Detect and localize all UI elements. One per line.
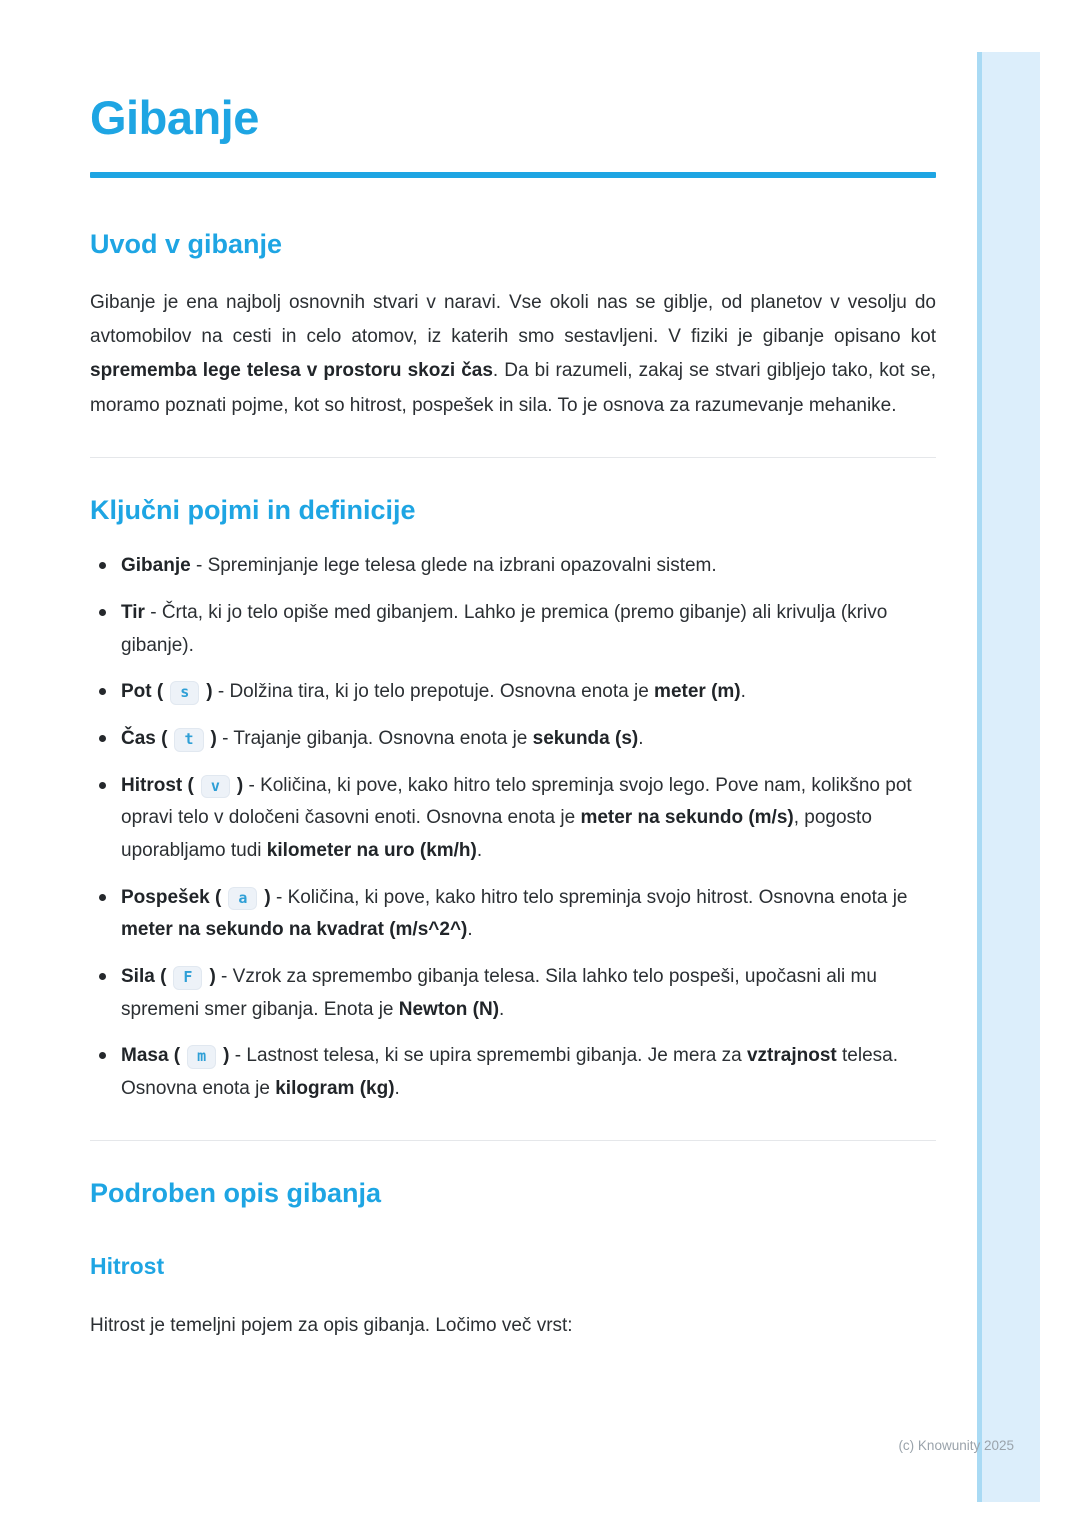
list-item-text — [121, 555, 717, 576]
list-item-hitrost — [90, 770, 936, 868]
list-item-text — [121, 887, 908, 941]
bold-text: Pospešek ( — [121, 886, 222, 908]
list-item-gibanje — [90, 550, 936, 583]
page-edge-line — [977, 52, 982, 1502]
symbol-chip: m — [187, 1045, 216, 1069]
bold-text: meter (m) — [654, 681, 741, 703]
bold-text: Gibanje — [121, 555, 191, 577]
key-concepts-list — [90, 550, 936, 1105]
bold-text: meter na sekundo (m/s) — [580, 807, 794, 829]
text-run: - Količina, ki pove, kako hitro telo spreminja svojo hitrost. Osnovna enota je — [270, 886, 908, 908]
text-run: - Trajanje gibanja. Osnovna enota je — [216, 727, 533, 749]
section-divider — [90, 1140, 936, 1141]
heading-uvod-v-gibanje: Uvod v gibanje — [90, 228, 283, 259]
bold-text: sekunda (s) — [532, 727, 639, 749]
intro-paragraph — [90, 286, 936, 423]
text-run: . Da bi razumeli, zakaj se stvari gibljejo tako, kot se, moramo poznati pojme, kot so hitrost, pospešek in sila. To je osnova za razumevanje mehanike. — [90, 360, 936, 416]
text-run: . — [740, 681, 746, 703]
bold-text: vztrajnost — [746, 1045, 837, 1067]
symbol-chip: s — [170, 681, 199, 705]
bold-text: Tir — [121, 601, 145, 623]
symbol-chip: t — [174, 728, 203, 752]
text-run: . — [476, 839, 483, 861]
heading-kljucni-pojmi: Ključni pojmi in definicije — [90, 494, 416, 525]
bold-text: Newton (N) — [398, 998, 500, 1020]
text-run: . — [467, 919, 473, 941]
list-item-text — [121, 1045, 898, 1099]
list-item-text — [121, 775, 912, 861]
text-run: . — [638, 727, 644, 749]
bold-text: ) — [264, 886, 271, 908]
list-item-text — [121, 602, 887, 656]
list-item-text — [121, 966, 877, 1020]
bold-text: Hitrost ( — [121, 774, 194, 796]
text-run: . — [394, 1077, 400, 1099]
document-content — [90, 0, 936, 1343]
text-run: telesa. Osnovna enota je — [121, 1045, 898, 1099]
bold-text: Sila ( — [121, 965, 167, 987]
text-run: - Količina, ki pove, kako hitro telo spreminja svojo lego. Pove nam, kolikšno pot opravi telo v določeni časovni enoti. Osnovna enota je — [121, 774, 912, 829]
detail-paragraph: Hitrost je temeljni pojem za opis gibanja. Ločimo več vrst: — [90, 1314, 573, 1336]
bold-text: kilogram (kg) — [275, 1077, 395, 1099]
bold-text: kilometer na uro (km/h) — [266, 839, 477, 861]
bold-text: ) — [206, 681, 213, 703]
bold-text: ) — [209, 965, 216, 987]
bold-text: meter na sekundo na kvadrat (m/s^2^) — [121, 919, 468, 941]
text-run: - Vzrok za spremembo gibanja telesa. Sila lahko telo pospeši, upočasni ali mu spremeni smer gibanja. Enota je — [121, 965, 877, 1020]
text-run: - Spreminjanje lege telesa glede na izbrani opazovalni sistem. — [190, 555, 717, 577]
symbol-chip: F — [173, 966, 202, 990]
list-item-pot — [90, 676, 936, 709]
title-underline — [90, 172, 936, 178]
text-run: - Lastnost telesa, ki se upira spremembi gibanja. Je mera za — [229, 1045, 747, 1067]
document-title: Gibanje — [90, 91, 259, 144]
subheading-hitrost: Hitrost — [90, 1253, 165, 1280]
bold-text: sprememba lege telesa v prostoru skozi čas — [90, 360, 493, 382]
bold-text: ) — [236, 774, 244, 796]
section-divider — [90, 457, 936, 458]
list-item-text — [121, 728, 644, 749]
symbol-chip: v — [201, 775, 230, 799]
list-item-cas — [90, 723, 936, 756]
symbol-chip: a — [228, 887, 257, 911]
bold-text: Masa ( — [121, 1045, 181, 1067]
list-item-tir — [90, 597, 936, 662]
list-item-text — [121, 681, 746, 702]
heading-podroben-opis: Podroben opis gibanja — [90, 1177, 382, 1208]
copyright-notice: (c) Knowunity 2025 — [898, 1438, 1014, 1453]
bold-text: Čas ( — [121, 727, 168, 749]
list-item-sila — [90, 961, 936, 1026]
bold-text: Pot ( — [121, 681, 164, 703]
bold-text: ) — [210, 727, 217, 749]
text-run: Gibanje je ena najbolj osnovnih stvari v naravi. Vse okoli nas se giblje, od planetov v vesolju do avtomobilov na cesti in celo atomov, iz katerih smo sestavljeni. V fiziki je gibanje opisano kot — [90, 292, 936, 348]
list-item-masa — [90, 1040, 936, 1105]
text-run: - Črta, ki jo telo opiše med gibanjem. Lahko je premica (premo gibanje) ali krivulja (krivo gibanje). — [121, 601, 888, 656]
list-item-pospesek — [90, 882, 936, 947]
page-edge-decoration — [977, 52, 1040, 1502]
text-run: - Dolžina tira, ki jo telo prepotuje. Osnovna enota je — [212, 681, 655, 703]
bold-text: ) — [223, 1045, 230, 1067]
text-run: , pogosto uporabljamo tudi — [121, 807, 872, 861]
text-run: . — [499, 998, 505, 1020]
